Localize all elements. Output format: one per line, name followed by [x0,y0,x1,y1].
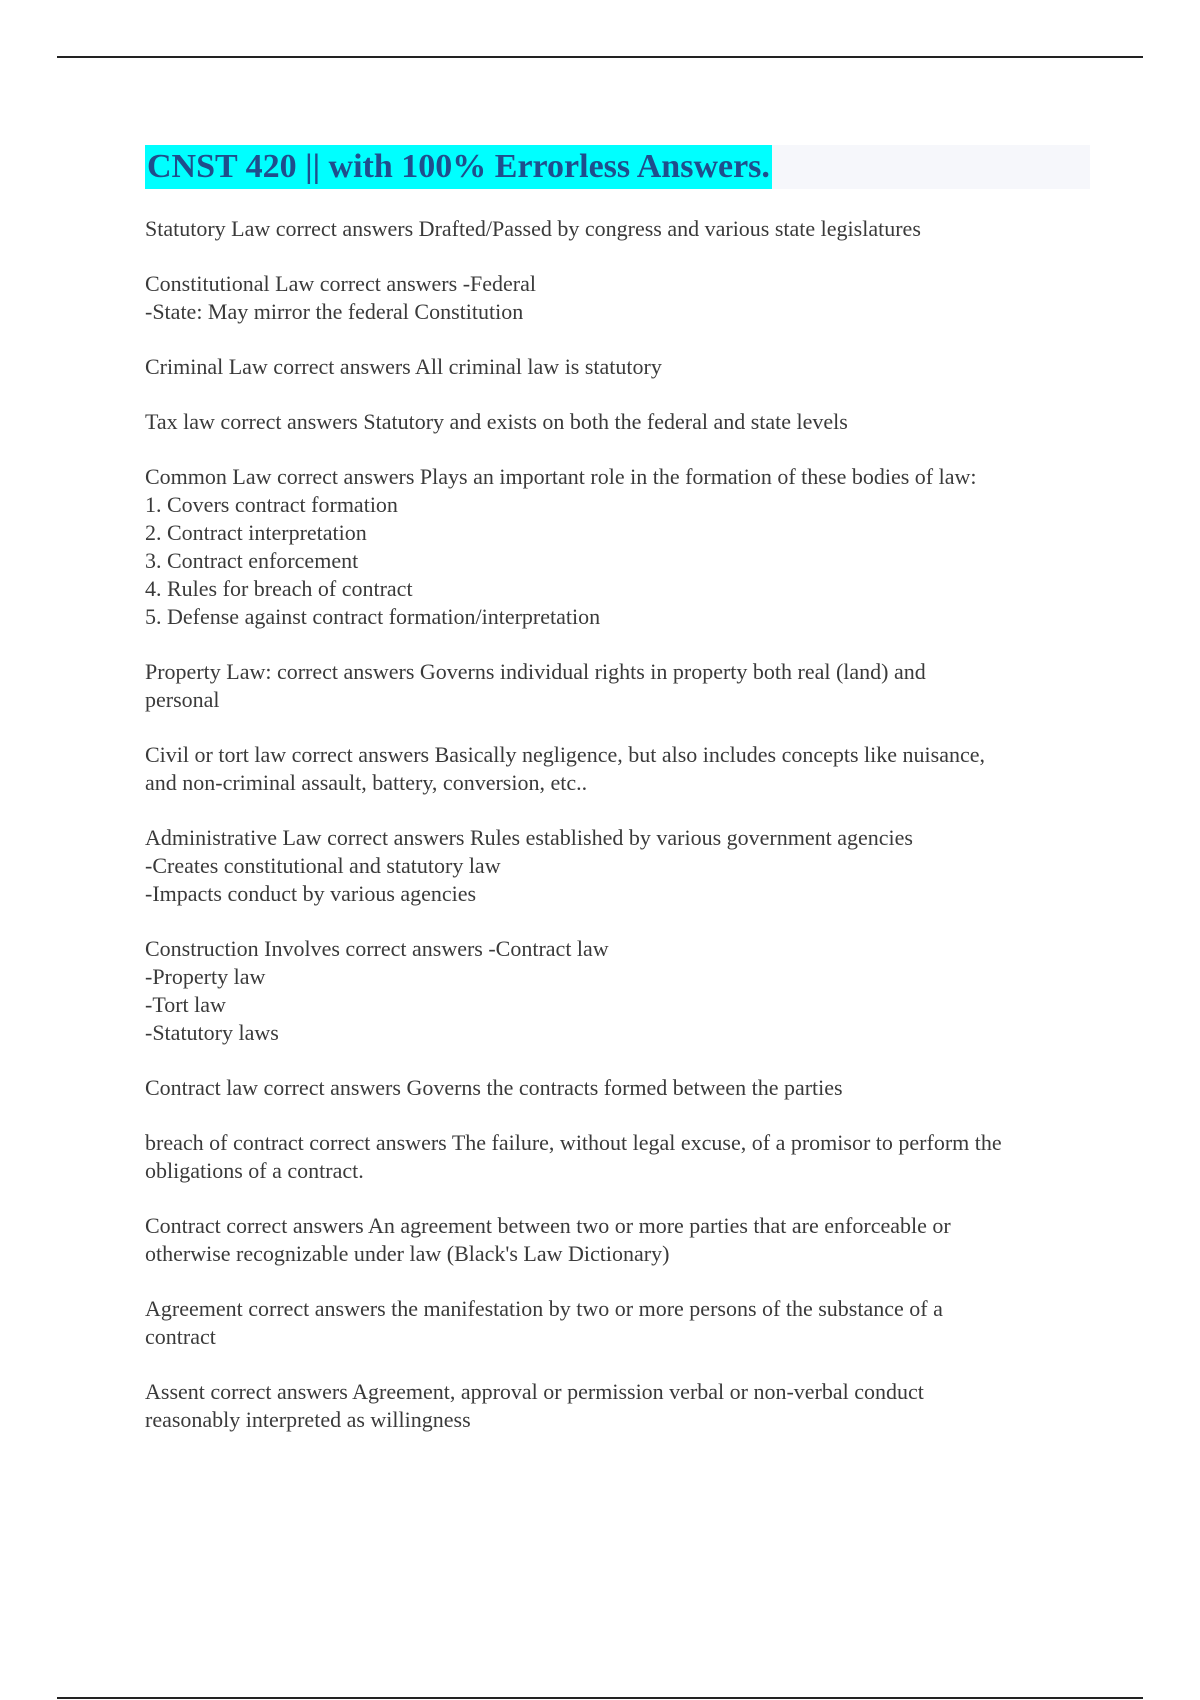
qa-entry-line: 4. Rules for breach of contract [145,576,413,601]
qa-entry [145,1074,1090,1102]
qa-entry-line: contract [145,1324,216,1349]
qa-entry-line: breach of contract correct answers The failure, without legal excuse, of a promisor to perform the [145,1130,1002,1155]
qa-entry-line: -Creates constitutional and statutory law [145,853,501,878]
qa-entry [145,463,1090,631]
qa-entry-line: Property Law: correct answers Governs individual rights in property both real (land) and [145,659,926,684]
qa-entry-line: Agreement correct answers the manifestation by two or more persons of the substance of a [145,1296,943,1321]
qa-entry-line: Constitutional Law correct answers -Federal [145,271,536,296]
qa-entry [145,741,1090,797]
qa-entry [145,215,1090,243]
qa-entry-line: -Property law [145,964,266,989]
qa-entry-line: Criminal Law correct answers All criminal law is statutory [145,354,662,379]
qa-entry-line: Civil or tort law correct answers Basically negligence, but also includes concepts like nuisance, [145,742,986,767]
qa-entry-line: reasonably interpreted as willingness [145,1407,471,1432]
qa-entry-line: and non-criminal assault, battery, conversion, etc.. [145,770,588,795]
qa-entry [145,935,1090,1047]
qa-entry-line: Construction Involves correct answers -Contract law [145,936,609,961]
qa-entry-line: 1. Covers contract formation [145,492,398,517]
qa-entry-line: Common Law correct answers Plays an important role in the formation of these bodies of law: [145,464,977,489]
qa-entry [145,824,1090,908]
page-bottom-rule [57,1697,1143,1699]
qa-entry-line: -Impacts conduct by various agencies [145,881,477,906]
qa-entry-line: obligations of a contract. [145,1158,364,1183]
qa-entry [145,1295,1090,1351]
qa-entry-line: 3. Contract enforcement [145,548,359,573]
qa-entry [145,1378,1090,1434]
qa-entries [145,215,1090,1434]
qa-entry-line: otherwise recognizable under law (Black's Law Dictionary) [145,1241,670,1266]
qa-entry [145,353,1090,381]
qa-entry-line: personal [145,687,220,712]
qa-entry-line: Statutory Law correct answers Drafted/Passed by congress and various state legislatures [145,216,921,241]
qa-entry-line: -State: May mirror the federal Constitution [145,299,524,324]
qa-entry-line: -Statutory laws [145,1020,279,1045]
qa-entry-line: Assent correct answers Agreement, approval or permission verbal or non-verbal conduct [145,1379,924,1404]
qa-entry-line: Contract law correct answers Governs the contracts formed between the parties [145,1075,843,1100]
qa-entry-line: -Tort law [145,992,226,1017]
qa-entry [145,658,1090,714]
document-title: CNST 420 || with 100% Errorless Answers. [145,145,772,189]
qa-entry-line: Contract correct answers An agreement between two or more parties that are enforceable or [145,1213,951,1238]
qa-entry-line: Administrative Law correct answers Rules established by various government agencies [145,825,913,850]
qa-entry [145,270,1090,326]
qa-entry [145,408,1090,436]
qa-entry-line: 5. Defense against contract formation/interpretation [145,604,601,629]
qa-entry-line: 2. Contract interpretation [145,520,367,545]
document-body [145,145,1090,1461]
qa-entry [145,1129,1090,1185]
page-top-rule [57,56,1143,58]
qa-entry [145,1212,1090,1268]
title-band [145,145,1090,189]
qa-entry-line: Tax law correct answers Statutory and exists on both the federal and state levels [145,409,848,434]
